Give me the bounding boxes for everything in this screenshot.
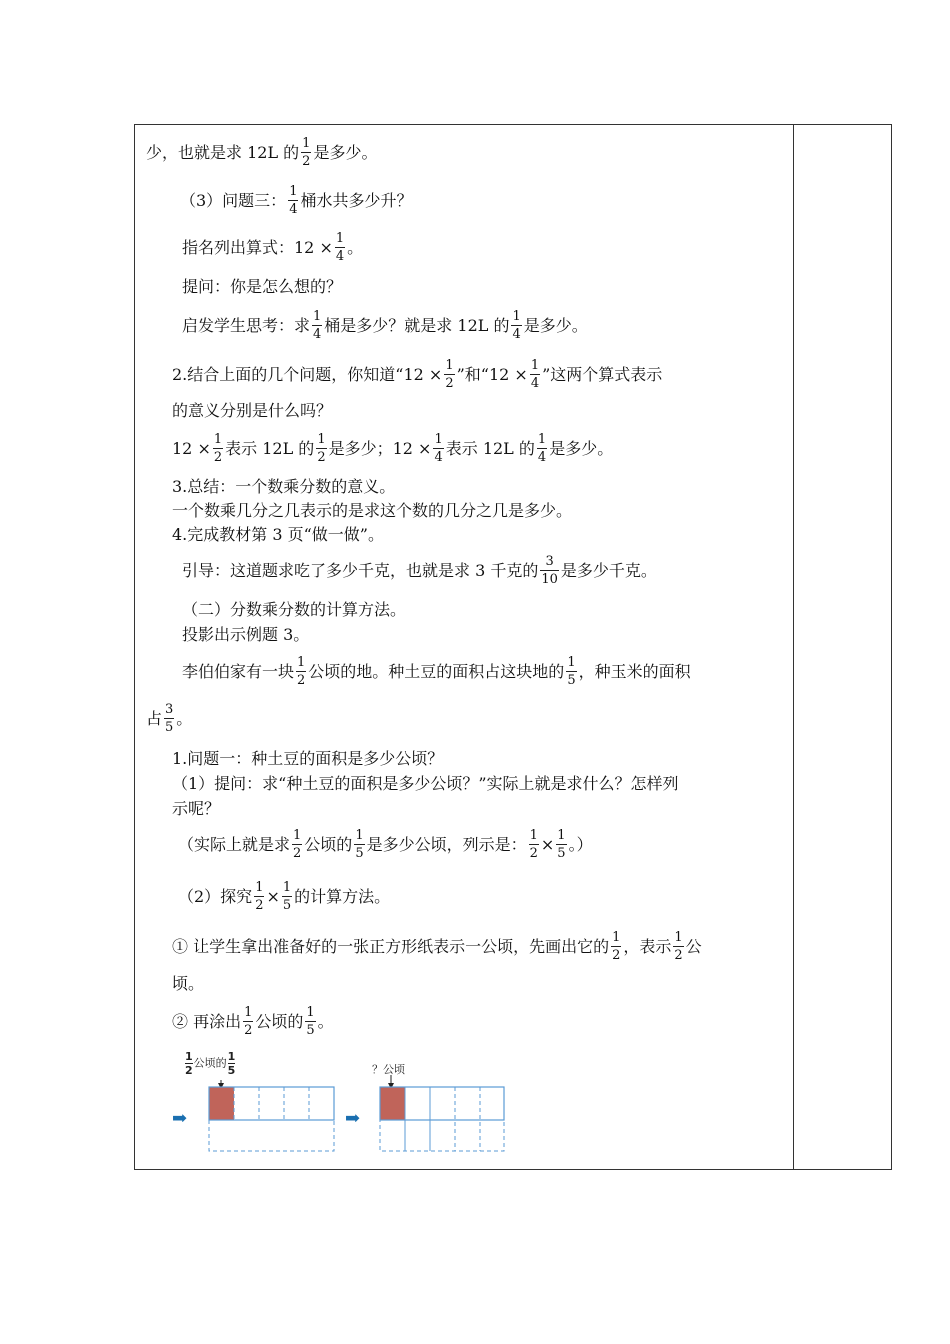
arrow-right-icon: ➡ [172, 1108, 188, 1129]
fraction: $\frac{1}{4}$ [537, 432, 547, 465]
fraction: $\frac{1}{2}$ [255, 880, 264, 913]
fraction: $\frac{1}{5}$ [567, 655, 576, 688]
fraction: $\frac{1}{2}$ [213, 432, 223, 465]
diagram-right-label: ？公顷 [372, 1063, 405, 1076]
text-line: 12 × $\frac{1}{2}$ 表示 12L 的 $\frac{1}{2}$ 是多少；12 × $\frac{1}{4}$ 表示 12L 的 $\frac{1}{4}$ 是多少。 [172, 432, 614, 465]
fraction: $\frac{1}{4}$ [434, 432, 443, 465]
text-line: 的意义分别是什么吗？ [172, 401, 333, 420]
fraction: $\frac{1}{5}$ [557, 828, 566, 861]
text-line: ① 让学生拿出准备好的一张正方形纸表示一公顷，先画出它的 $\frac{1}{2}$ ，表示 $\frac{1}{2}$ 公 [172, 930, 702, 963]
text-line: 指名列出算式：12 × $\frac{1}{4}$ 。 [182, 231, 364, 264]
fraction: $\frac{1}{4}$ [313, 309, 322, 342]
fraction: $\frac{1}{5}$ [227, 1050, 236, 1077]
fraction: $\frac{1}{4}$ [512, 309, 521, 342]
text-line: 顷。 [172, 974, 205, 993]
text-line: 3.总结：一个数乘分数的意义。 [172, 477, 396, 496]
fraction: $\frac{1}{2}$ [297, 655, 306, 688]
text-line: 启发学生思考：求 $\frac{1}{4}$ 桶是多少？就是求 12L 的 $\frac{1}{4}$ 是多少。 [182, 309, 588, 342]
fraction: $\frac{1}{4}$ [289, 184, 298, 217]
fraction: $\frac{1}{5}$ [282, 880, 292, 913]
fraction: $\frac{1}{2}$ [674, 930, 683, 963]
text-line: 2.结合上面的几个问题，你知道“12 × $\frac{1}{2}$ ”和“12 × $\frac{1}{4}$ ”这两个算式表示 [172, 358, 663, 391]
text-line: ② 再涂出 $\frac{1}{2}$ 公顷的 $\frac{1}{5}$ 。 [172, 1005, 334, 1038]
text-line: 占 $\frac{3}{5}$ 。 [146, 702, 193, 735]
text-line: （2）探究 $\frac{1}{2}$ × $\frac{1}{5}$ 的计算方法。 [178, 880, 391, 913]
text-line: 李伯伯家有一块 $\frac{1}{2}$ 公顷的地。种土豆的面积占这块地的 $\frac{1}{5}$ ，种玉米的面积 [182, 655, 691, 688]
text-line: 引导：这道题求吃了多少千克，也就是求 3 千克的 $\frac{3}{10}$ 是多少千克。 [182, 554, 657, 587]
text-line: （3）问题三： $\frac{1}{4}$ 桶水共多少升？ [180, 184, 413, 217]
table-column-divider [793, 124, 794, 1170]
text-line: （1）提问：求“种土豆的面积是多少公顷？”实际上就是求什么？怎样列 [172, 774, 679, 793]
text-line: （实际上就是求 $\frac{1}{2}$ 公顷的 $\frac{1}{5}$ 是多少公顷，列示是： $\frac{1}{2}$ × $\frac{1}{5}$ 。） [178, 828, 593, 861]
text-line: 1.问题一：种土豆的面积是多少公顷？ [172, 749, 444, 768]
fraction: $\frac{1}{2}$ [293, 828, 302, 861]
fraction: $\frac{1}{4}$ [335, 231, 345, 264]
text-line: 提问：你是怎么想的？ [182, 277, 343, 296]
fraction: $\frac{1}{2}$ [317, 432, 326, 465]
fraction: $\frac{1}{2}$ [185, 1050, 193, 1077]
fraction: $\frac{1}{4}$ [530, 358, 540, 391]
fraction: $\frac{1}{2}$ [529, 828, 538, 861]
text-line: 4.完成教材第 3 页“做一做”。 [172, 525, 384, 544]
fraction: $\frac{1}{2}$ [244, 1005, 253, 1038]
text-line: 投影出示例题 3。 [182, 625, 310, 644]
text-line: 示呢？ [172, 799, 221, 818]
fraction: $\frac{3}{10}$ [541, 554, 558, 587]
text-line: （二）分数乘分数的计算方法。 [182, 600, 407, 619]
arrow-right-icon: ➡ [345, 1108, 361, 1129]
diagram-left-label: $\frac{1}{2}$ 公顷的 $\frac{1}{5}$ [185, 1050, 236, 1077]
fraction: $\frac{3}{5}$ [165, 702, 174, 735]
fraction: $\frac{1}{2}$ [302, 136, 311, 169]
fraction: $\frac{1}{2}$ [445, 358, 454, 391]
text-line: 一个数乘几分之几表示的是求这个数的几分之几是多少。 [172, 501, 573, 520]
text-line: 少，也就是求 12L 的 $\frac{1}{2}$ 是多少。 [146, 136, 378, 169]
fraction: $\frac{1}{5}$ [355, 828, 364, 861]
fraction: $\frac{1}{2}$ [612, 930, 621, 963]
fraction: $\frac{1}{5}$ [306, 1005, 315, 1038]
